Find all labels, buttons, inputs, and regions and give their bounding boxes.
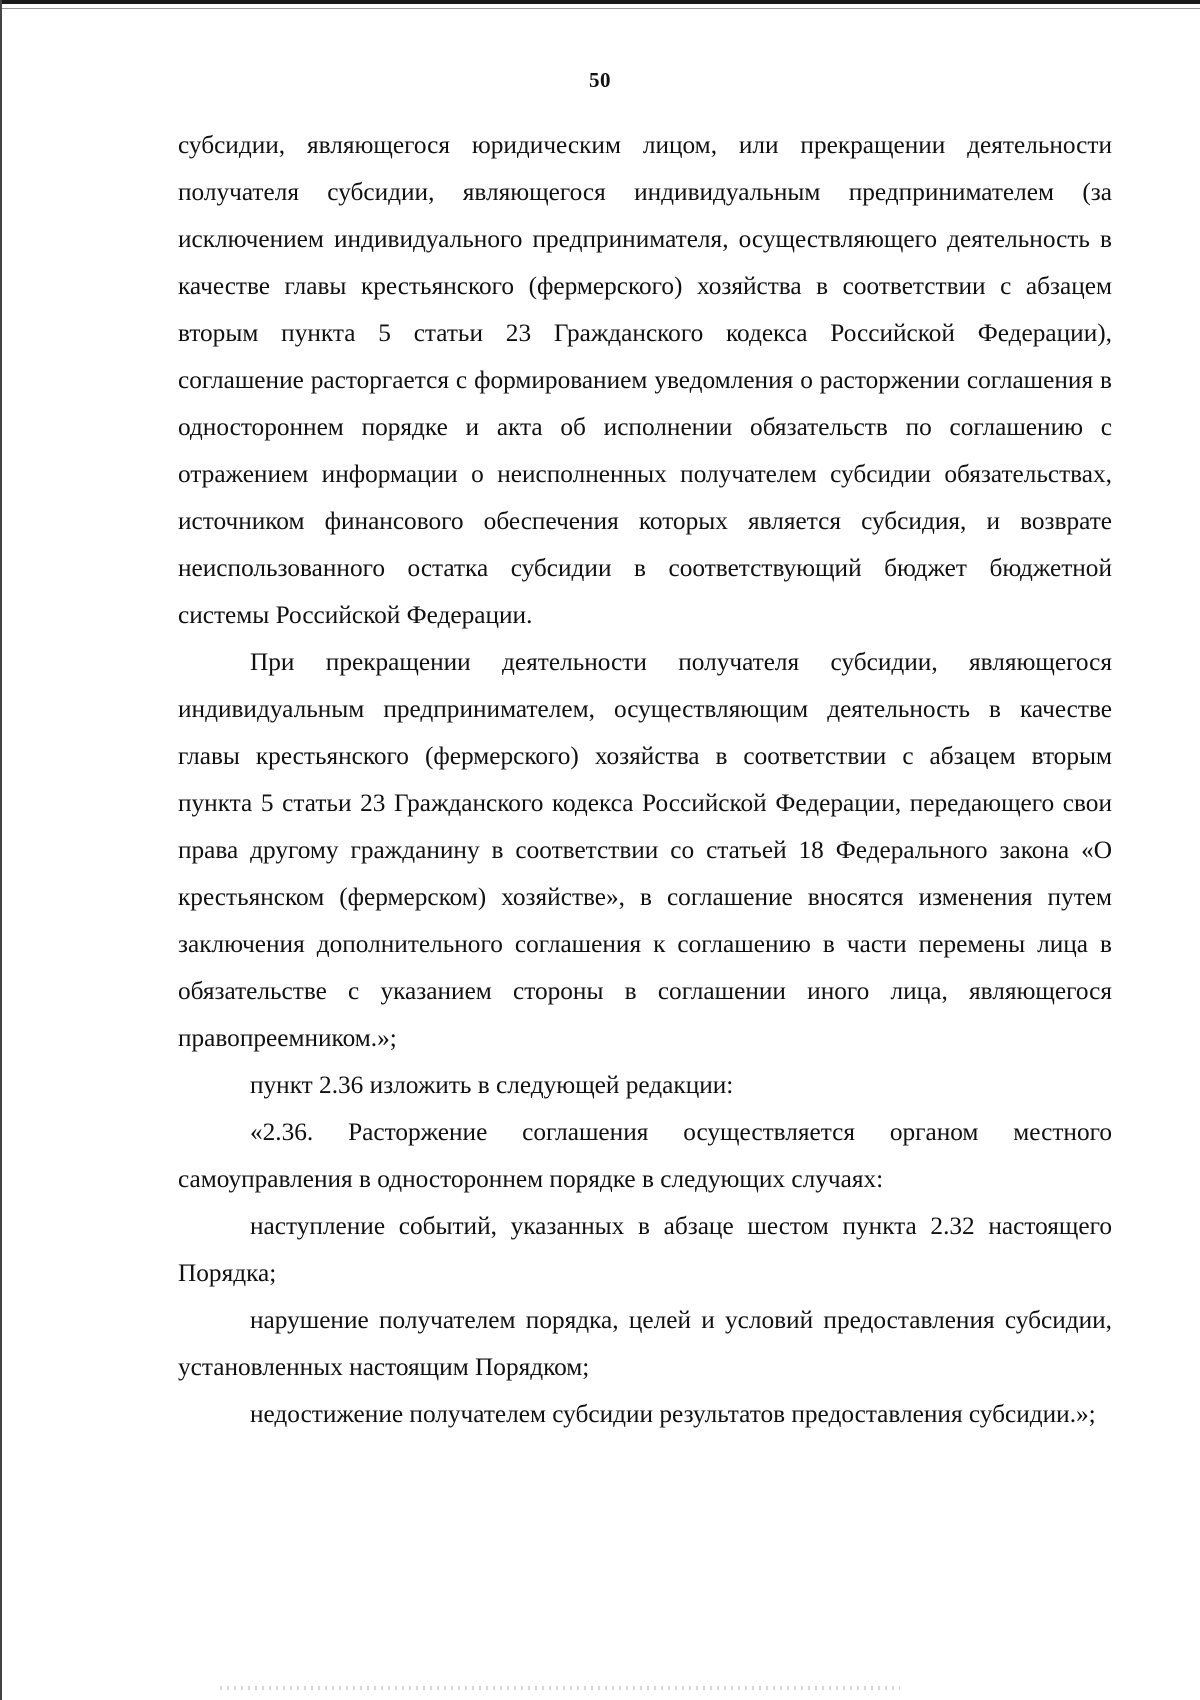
paragraph-3: пункт 2.36 изложить в следующей редакции: — [250, 1071, 734, 1099]
paragraph-1: субсидии, являющегося юридическим лицом, или прекращении деятельности получателя субсидии, являющегося индивидуальным предпринимателем (за исключением индивидуального предпринимателя, осуществляющего деятельность в качестве главы крестьянского (фермерского) хозяйства в соответствии с абзацем вторым пункта 5 статьи 23 Гражданского кодекса Российской Федерации), соглашение расторгается с формированием уведомления о расторжении соглашения в одностороннем порядке и акта об исполнении обязательств по соглашению с отражением информации о неисполненных получателем субсидии обязательствах, источником финансового обеспечения которых является субсидия, и возврате неиспользованного остатка субсидии в соответствующий бюджет бюджетной системы Российской Федерации. — [178, 131, 1112, 629]
paragraph-7: недостижение получателем субсидии результатов предоставления субсидии.»; — [250, 1400, 1096, 1428]
scan-top-rule — [0, 8, 1200, 9]
paragraph-6: нарушение получателем порядка, целей и условий предоставления субсидии, установленных настоящим Порядком; — [178, 1306, 1112, 1381]
paragraph-2: При прекращении деятельности получателя субсидии, являющегося индивидуальным предпринимателем, осуществляющим деятельность в качестве главы крестьянского (фермерского) хозяйства в соответствии с абзацем вторым пункта 5 статьи 23 Гражданского кодекса Российской Федерации, передающего свои права другому гражданину в соответствии со статьей 18 Федерального закона «О крестьянском (фермерском) хозяйстве», в соглашение вносятся изменения путем заключения дополнительного соглашения к соглашению в части перемены лица в обязательстве с указанием стороны в соглашении иного лица, являющегося правопреемником.»; — [178, 648, 1112, 1052]
page-number: 50 — [589, 68, 611, 92]
paragraph-5: наступление событий, указанных в абзаце шестом пункта 2.32 настоящего Порядка; — [178, 1212, 1112, 1287]
scan-bottom-noise — [220, 1686, 900, 1690]
document-body — [178, 122, 1112, 1438]
scan-top-edge — [0, 0, 1200, 4]
scan-left-edge — [0, 0, 2, 1700]
paragraph-4: «2.36. Расторжение соглашения осуществляется органом местного самоуправления в одностороннем порядке в следующих случаях: — [178, 1118, 1112, 1193]
